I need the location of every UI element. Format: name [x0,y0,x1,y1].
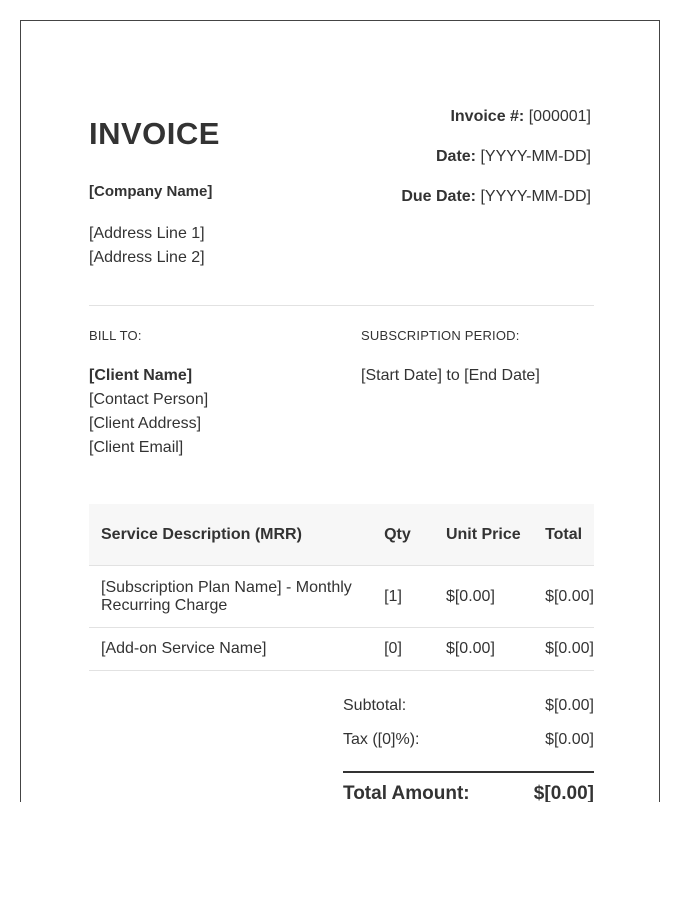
grand-total-row [343,783,594,802]
row-description: [Add-on Service Name] [89,628,372,671]
invoice-number-value: [000001] [528,108,591,125]
subtotal-value: $[0.00] [545,697,594,714]
line-items-table [89,504,594,671]
date-label: Date: [436,148,477,165]
row-total: $[0.00] [533,628,594,671]
due-date-row [401,187,591,227]
invoice-page [20,20,660,802]
row-qty: [0] [372,628,434,671]
client-email: [Client Email] [89,439,184,456]
table-row [89,628,594,671]
subtotal-label: Subtotal: [343,697,407,714]
total-amount-label: Total Amount: [343,783,470,802]
invoice-meta [401,107,591,227]
row-total: $[0.00] [533,566,594,628]
contact-person: [Contact Person] [89,391,209,408]
tax-label: Tax ([0]%): [343,731,420,748]
address-line-1: [Address Line 1] [89,225,205,242]
total-amount-value: $[0.00] [533,783,594,802]
company-address [89,222,205,270]
date-value: [YYYY-MM-DD] [480,148,591,165]
row-description: [Subscription Plan Name] - Monthly Recurring Charge [89,566,372,628]
totals-divider [343,771,594,773]
date-row [401,147,591,187]
table-row [89,566,594,628]
due-date-value: [YYYY-MM-DD] [480,188,591,205]
row-qty: [1] [372,566,434,628]
header-total: Total [533,504,594,566]
due-date-label: Due Date: [401,188,477,205]
invoice-number-label: Invoice #: [450,108,525,125]
row-unit-price: $[0.00] [434,628,533,671]
bill-to-label: BILL TO: [89,328,142,343]
company-name: [Company Name] [89,183,213,200]
client-name: [Client Name] [89,367,193,384]
address-line-2: [Address Line 2] [89,249,205,266]
subscription-period-value: [Start Date] to [End Date] [361,367,540,384]
client-address: [Client Address] [89,415,202,432]
tax-value: $[0.00] [545,731,594,748]
table-header-row [89,504,594,566]
invoice-number-row [401,107,591,147]
tax-row [343,725,594,759]
subtotal-row [343,691,594,725]
totals-section [343,691,594,802]
invoice-title: INVOICE [89,116,220,151]
header-divider [89,305,594,306]
subscription-period-label: SUBSCRIPTION PERIOD: [361,328,520,343]
header-qty: Qty [372,504,434,566]
header-description: Service Description (MRR) [89,504,372,566]
row-unit-price: $[0.00] [434,566,533,628]
header-unit-price: Unit Price [434,504,533,566]
bill-to-details [89,364,208,460]
